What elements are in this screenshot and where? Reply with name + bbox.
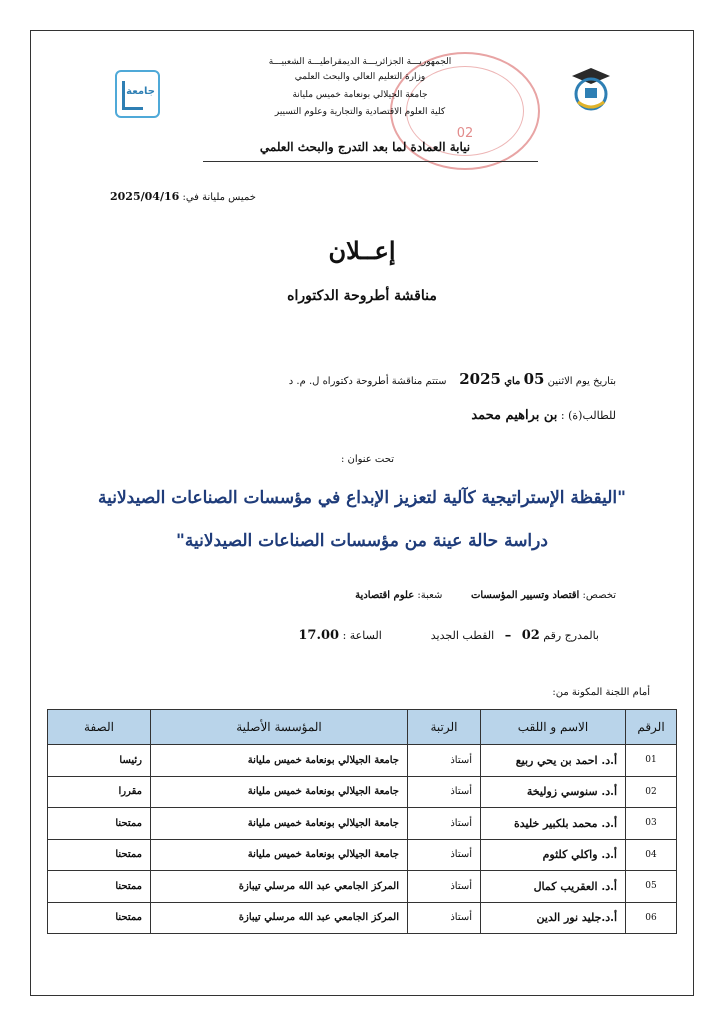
- member-role: ممتحنا: [48, 871, 151, 903]
- table-row: [48, 808, 677, 840]
- defense-month: ماي: [504, 376, 521, 387]
- time-value: 17.00: [298, 628, 340, 643]
- table-row: [48, 902, 677, 934]
- member-rank: أستاذ: [408, 776, 481, 808]
- time-label: الساعة :: [342, 629, 382, 642]
- date-value: 2025/04/16: [110, 190, 180, 203]
- student-name: بن براهيم محمد: [471, 408, 558, 423]
- specialty-label: تخصص:: [582, 590, 616, 601]
- member-rank: أستاذ: [408, 808, 481, 840]
- member-institution: جامعة الجيلالي بونعامة خميس مليانة: [151, 776, 408, 808]
- defense-date-line: [289, 370, 616, 388]
- header-number: الرقم: [626, 710, 677, 745]
- specialty-line: [355, 590, 616, 601]
- committee-label: أمام اللجنة المكونة من:: [552, 687, 650, 698]
- university-logo-left: [115, 70, 160, 118]
- member-name: أ.د. محمد بلكبير خليدة: [481, 808, 626, 840]
- defense-year: 2025: [459, 370, 501, 388]
- page-subtitle: مناقشة أطروحة الدكتوراه: [287, 288, 437, 304]
- student-label: للطالب(ة) :: [560, 409, 616, 422]
- specialty-value: اقتصاد وتسيير المؤسسات: [470, 590, 580, 601]
- header-institution: المؤسسة الأصلية: [151, 710, 408, 745]
- branch-label: شعبة:: [417, 590, 443, 601]
- row-number: 02: [626, 776, 677, 808]
- stamp-number: 02: [456, 126, 474, 141]
- member-institution: جامعة الجيلالي بونعامة خميس مليانة: [151, 808, 408, 840]
- member-role: رئيسا: [48, 745, 151, 777]
- member-institution: جامعة الجيلالي بونعامة خميس مليانة: [151, 745, 408, 777]
- member-rank: أستاذ: [408, 745, 481, 777]
- branch-value: علوم اقتصادية: [355, 590, 415, 601]
- date-prefix: بتاريخ يوم الاثنين: [547, 376, 616, 387]
- table-row: [48, 871, 677, 903]
- page-title: إعــلان: [328, 236, 396, 265]
- faculty-logo-right: [566, 64, 616, 114]
- header-rank: الرتبة: [408, 710, 481, 745]
- campus-name: القطب الجديد: [430, 629, 495, 642]
- venue-dash: –: [504, 628, 512, 643]
- member-name: أ.د.جليد نور الدين: [481, 902, 626, 934]
- row-number: 04: [626, 839, 677, 871]
- table-row: [48, 776, 677, 808]
- member-name: أ.د. العقريب كمال: [481, 871, 626, 903]
- table-row: [48, 839, 677, 871]
- member-institution: المركز الجامعي عبد الله مرسلي تيبازة: [151, 902, 408, 934]
- logo-left-text: جامعة: [126, 86, 155, 97]
- table-row: [48, 745, 677, 777]
- defense-day: 05: [523, 370, 545, 388]
- row-number: 01: [626, 745, 677, 777]
- header-name: الاسم و اللقب: [481, 710, 626, 745]
- jury-table: [47, 709, 677, 934]
- header-line-ministry: وزارة التعليم العالي والبحث العلمي: [294, 72, 426, 82]
- under-title-label: تحت عنوان :: [340, 454, 394, 465]
- member-role: ممتحنا: [48, 902, 151, 934]
- department-title: نيابة العمادة لما بعد التدرج والبحث العلمي: [259, 140, 471, 154]
- member-name: أ.د. سنوسي زوليخة: [481, 776, 626, 808]
- member-role: ممتحنا: [48, 839, 151, 871]
- thesis-title-line-1: "اليقظة الإستراتيجية كآلية لتعزيز الإبداع في مؤسسات الصناعات الصيدلانية: [98, 488, 626, 508]
- header-line-republic: الجمهوريـــة الجزائريـــة الديمقراطيـــة الشعبيـــة: [268, 57, 452, 67]
- member-role: مقررا: [48, 776, 151, 808]
- row-number: 03: [626, 808, 677, 840]
- defense-suffix: ستتم مناقشة أطروحة دكتوراه ل. م. د: [288, 376, 447, 387]
- student-line: [471, 408, 616, 423]
- member-institution: المركز الجامعي عبد الله مرسلي تيبازة: [151, 871, 408, 903]
- member-rank: أستاذ: [408, 839, 481, 871]
- hall-label: بالمدرج رقم: [543, 629, 599, 642]
- member-name: أ.د. احمد بن يحي ربيع: [481, 745, 626, 777]
- hall-number: 02: [521, 628, 540, 643]
- member-name: أ.د. واكلي كلثوم: [481, 839, 626, 871]
- date-label: خميس مليانة في:: [182, 192, 256, 203]
- issue-date: [110, 190, 360, 203]
- member-rank: أستاذ: [408, 871, 481, 903]
- row-number: 06: [626, 902, 677, 934]
- thesis-title-line-2: دراسة حالة عينة من مؤسسات الصناعات الصيدلانية": [176, 531, 548, 551]
- header-role: الصفة: [48, 710, 151, 745]
- row-number: 05: [626, 871, 677, 903]
- member-rank: أستاذ: [408, 902, 481, 934]
- member-institution: جامعة الجيلالي بونعامة خميس مليانة: [151, 839, 408, 871]
- header-line-faculty: كلية العلوم الاقتصادية والتجارية وعلوم التسيير: [274, 107, 446, 117]
- header-divider: [203, 161, 538, 162]
- venue-line: [298, 628, 599, 643]
- member-role: ممتحنا: [48, 808, 151, 840]
- jury-table-header: [48, 710, 677, 745]
- header-line-university: جامعة الجيلالي بونعامة خميس مليانة: [292, 90, 428, 100]
